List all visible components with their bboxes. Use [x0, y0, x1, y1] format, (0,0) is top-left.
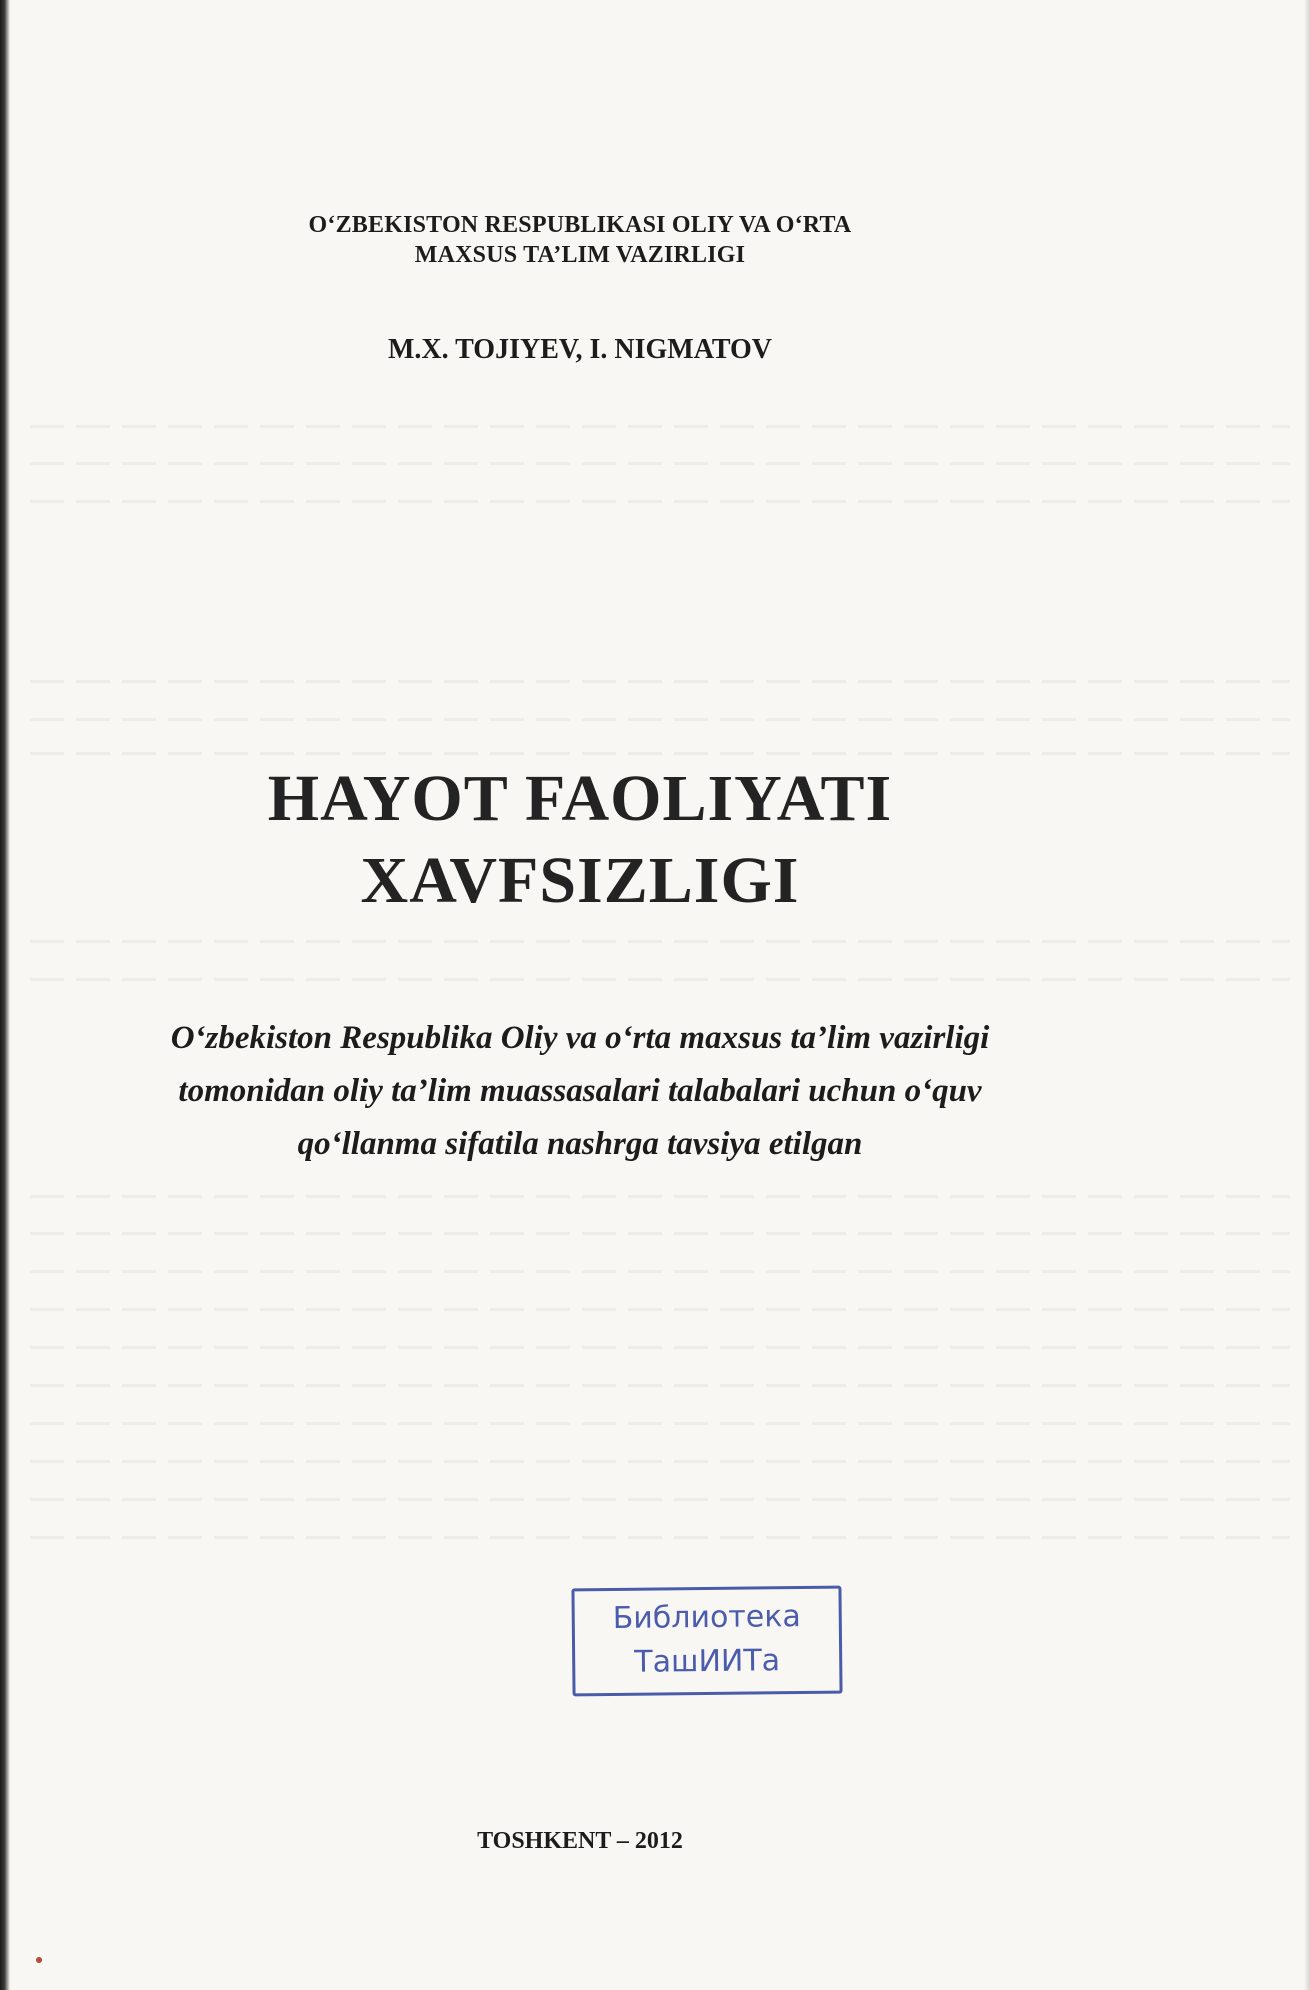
- recommendation-line-3: qo‘llanma sifatila nashrga tavsiya etilgan: [297, 1126, 863, 1162]
- ministry-line-1: O‘ZBEKISTON RESPUBLIKASI OLIY VA O‘RTA: [308, 212, 852, 238]
- recommendation-note: [40, 1012, 1120, 1171]
- library-stamp: [571, 1586, 842, 1697]
- show-through-line: [30, 940, 1290, 943]
- stamp-line-2: ТашИИТа: [634, 1643, 781, 1680]
- show-through-line: [30, 1232, 1290, 1235]
- book-title: [0, 758, 1160, 922]
- page-edge: [1304, 0, 1310, 1990]
- show-through-line: [30, 1308, 1290, 1311]
- show-through-line: [30, 1384, 1290, 1387]
- ministry-heading: [0, 210, 1160, 270]
- show-through-line: [30, 1460, 1290, 1463]
- recommendation-line-1: O‘zbekiston Respublika Oliy va o‘rta maxsus ta’lim vazirligi: [170, 1020, 990, 1056]
- book-title-line-2: XAVFSIZLIGI: [360, 844, 800, 917]
- book-title-line-1: HAYOT FAOLIYATI: [267, 762, 893, 835]
- ministry-line-2: MAXSUS TA’LIM VAZIRLIGI: [414, 242, 746, 268]
- show-through-line: [30, 680, 1290, 683]
- binding-shadow: [0, 0, 10, 1990]
- show-through-line: [30, 500, 1290, 503]
- show-through-line: [30, 1536, 1290, 1539]
- show-through-line: [30, 1195, 1290, 1198]
- authors: M.X. TOJIYEV, I. NIGMATOV: [387, 334, 773, 365]
- show-through-line: [30, 752, 1290, 755]
- stamp-line-1: Библиотека: [612, 1599, 801, 1636]
- show-through-line: [30, 425, 1290, 428]
- show-through-line: [30, 1422, 1290, 1425]
- show-through-line: [30, 1498, 1290, 1501]
- show-through-line: [30, 1270, 1290, 1273]
- paper-speck: [36, 1957, 42, 1963]
- recommendation-line-2: tomonidan oliy ta’lim muassasalari talabalari uchun o‘quv: [178, 1073, 982, 1109]
- imprint: TOSHKENT – 2012: [477, 1828, 683, 1854]
- show-through-line: [30, 462, 1290, 465]
- show-through-line: [30, 718, 1290, 721]
- show-through-line: [30, 978, 1290, 981]
- show-through-line: [30, 1346, 1290, 1349]
